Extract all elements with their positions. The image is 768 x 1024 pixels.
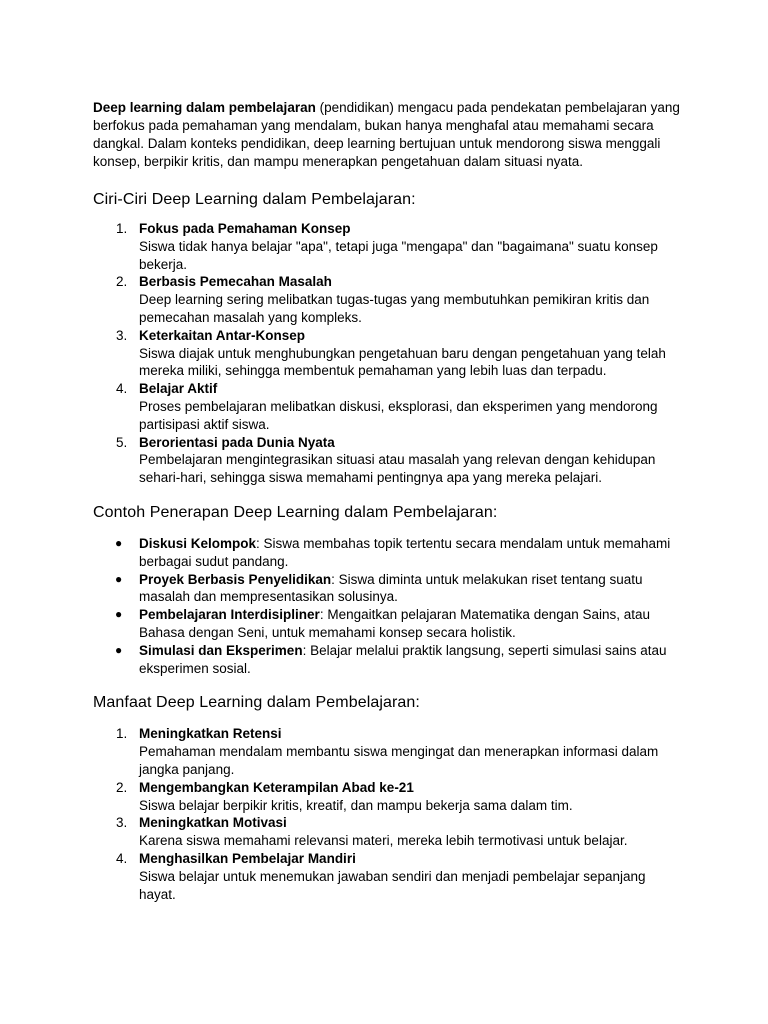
manfaat-item-desc: Karena siswa memahami relevansi materi, mereka lebih termotivasi untuk belajar. bbox=[139, 833, 628, 849]
manfaat-item-number: 1. bbox=[116, 726, 128, 742]
ciri-item-title: Fokus pada Pemahaman Konsep bbox=[139, 221, 351, 236]
contoh-item-desc: : Siswa membahas topik tertentu secara mendalam untuk memahami berbagai sudut pandang. bbox=[139, 535, 671, 569]
ciri-item-number: 3. bbox=[116, 327, 128, 343]
bullet-icon: ● bbox=[115, 607, 123, 622]
ciri-item-desc: Proses pembelajaran melibatkan diskusi, eksplorasi, dan eksperimen yang mendorong partisipasi aktif siswa. bbox=[139, 398, 658, 432]
ciri-item-desc: Siswa tidak hanya belajar "apa", tetapi juga "mengapa" dan "bagaimana" suatu konsep bekerja. bbox=[139, 238, 658, 272]
contoh-item bbox=[93, 606, 683, 642]
contoh-list bbox=[93, 535, 683, 677]
manfaat-item-number: 2. bbox=[116, 779, 128, 795]
ciri-item-number: 4. bbox=[116, 381, 128, 397]
contoh-item-desc: : Belajar melalui praktik langsung, seperti simulasi sains atau eksperimen sosial. bbox=[139, 642, 667, 676]
bullet-icon: ● bbox=[115, 642, 123, 657]
contoh-item-desc: : Mengaitkan pelajaran Matematika dengan Sains, atau Bahasa dengan Seni, untuk memahami konsep secara holistik. bbox=[139, 607, 651, 640]
manfaat-item bbox=[93, 814, 683, 850]
contoh-item-title: Simulasi dan Eksperimen bbox=[139, 642, 303, 658]
ciri-item bbox=[93, 434, 683, 487]
ciri-item-desc: Siswa diajak untuk menghubungkan pengetahuan baru dengan pengetahuan yang telah mereka miliki, sehingga membentuk pemahaman yang lebih luas dan terpadu. bbox=[139, 345, 666, 379]
bullet-icon: ● bbox=[115, 571, 123, 586]
manfaat-item bbox=[93, 725, 683, 778]
manfaat-item-title: Meningkatkan Motivasi bbox=[139, 815, 287, 831]
contoh-item bbox=[93, 535, 683, 571]
ciri-item-desc: Deep learning sering melibatkan tugas-tugas yang membutuhkan pemikiran kritis dan pemecahan masalah yang kompleks. bbox=[139, 292, 650, 325]
manfaat-item bbox=[93, 779, 683, 815]
ciri-item-title: Berbasis Pemecahan Masalah bbox=[139, 274, 332, 290]
document-page bbox=[93, 99, 683, 903]
manfaat-list bbox=[93, 725, 683, 903]
contoh-item bbox=[93, 571, 683, 607]
contoh-item-title: Proyek Berbasis Penyelidikan bbox=[139, 571, 332, 587]
intro-text: (pendidikan) mengacu pada pendekatan pembelajaran yang berfokus pada pemahaman yang mendalam, bukan hanya menghafal atau memahami secara dangkal. Dalam konteks pendidikan, deep learning bertujuan untuk mendorong siswa menggali konsep, berpikir kritis, dan mampu menerapkan pengetahuan dalam situasi nyata. bbox=[93, 100, 680, 169]
intro-bold-term: Deep learning dalam pembelajaran bbox=[93, 100, 316, 115]
manfaat-item-title: Mengembangkan Keterampilan Abad ke-21 bbox=[139, 779, 414, 795]
contoh-item-title: Pembelajaran Interdisipliner bbox=[139, 607, 320, 623]
manfaat-item-desc: Siswa belajar berpikir kritis, kreatif, dan mampu bekerja sama dalam tim. bbox=[139, 797, 573, 813]
heading-ciri-ciri: Ciri-Ciri Deep Learning dalam Pembelajaran: bbox=[93, 191, 416, 208]
manfaat-item-number: 4. bbox=[116, 850, 128, 866]
intro-paragraph bbox=[93, 99, 683, 171]
bullet-icon: ● bbox=[115, 535, 123, 550]
ciri-item-title: Keterkaitan Antar-Konsep bbox=[139, 327, 306, 343]
ciri-item-desc: Pembelajaran mengintegrasikan situasi atau masalah yang relevan dengan kehidupan sehari-hari, sehingga siswa memahami pentingnya apa yang mereka pelajari. bbox=[139, 452, 656, 486]
manfaat-item-desc: Pemahaman mendalam membantu siswa mengingat dan menerapkan informasi dalam jangka panjang. bbox=[139, 744, 659, 777]
ciri-item bbox=[93, 380, 683, 433]
heading-manfaat: Manfaat Deep Learning dalam Pembelajaran: bbox=[93, 694, 420, 712]
ciri-item-number: 5. bbox=[116, 434, 128, 450]
ciri-item-number: 2. bbox=[116, 274, 128, 290]
manfaat-item-title: Menghasilkan Pembelajar Mandiri bbox=[139, 850, 356, 866]
contoh-item-title: Diskusi Kelompok bbox=[139, 535, 257, 551]
ciri-item bbox=[93, 273, 683, 326]
ciri-list bbox=[93, 220, 683, 487]
manfaat-item-number: 3. bbox=[116, 815, 128, 831]
ciri-item-number: 1. bbox=[116, 221, 128, 236]
ciri-item-title: Berorientasi pada Dunia Nyata bbox=[139, 434, 335, 450]
ciri-item-title: Belajar Aktif bbox=[139, 381, 218, 397]
ciri-item bbox=[93, 327, 683, 380]
contoh-item bbox=[93, 642, 683, 678]
ciri-item bbox=[93, 220, 683, 273]
manfaat-item-desc: Siswa belajar untuk menemukan jawaban sendiri dan menjadi pembelajar sepanjang hayat. bbox=[139, 868, 646, 902]
manfaat-item-title: Meningkatkan Retensi bbox=[139, 726, 282, 742]
contoh-item-desc: : Siswa diminta untuk melakukan riset tentang suatu masalah dan mempresentasikan solusinya. bbox=[139, 571, 643, 605]
heading-contoh-penerapan: Contoh Penerapan Deep Learning dalam Pembelajaran: bbox=[93, 503, 498, 521]
manfaat-item bbox=[93, 850, 683, 903]
